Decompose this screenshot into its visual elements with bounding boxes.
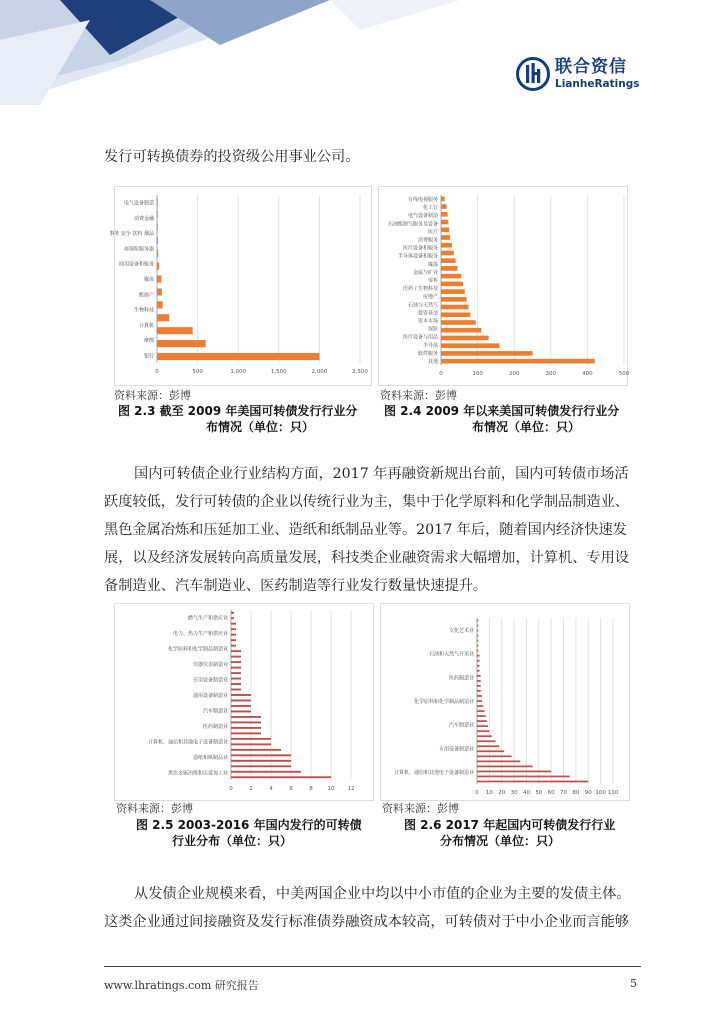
x-tick-label: 1,000 (230, 369, 247, 375)
bar (231, 776, 331, 778)
figure-2-3-source: 资料来源：彭博 (114, 389, 191, 402)
category-label: 专用设备制造业 (438, 746, 474, 753)
x-tick-label: 2,000 (311, 369, 328, 375)
category-label: 消费服务 (417, 237, 438, 244)
figure-2-4-caption-cont: 布情况（单位：只） (472, 420, 581, 434)
bar (231, 689, 241, 691)
x-tick-label: 500 (192, 369, 203, 375)
paragraph-line: 黑色金属冶炼和压延加工业、造纸和纸制品业等。2017 年后，随着国内经济快速发 (104, 522, 627, 538)
bar (231, 639, 236, 641)
bar (477, 766, 533, 768)
x-tick-label: 4 (269, 786, 273, 792)
lianhe-logo-icon (516, 57, 550, 91)
bar-chart-2-4 (379, 187, 629, 387)
figure-2-5-chart (114, 603, 374, 801)
bar (477, 620, 478, 622)
company-logo (516, 56, 639, 92)
bar (441, 282, 463, 287)
bar (477, 675, 481, 677)
bar (477, 740, 496, 742)
x-tick-label: 70 (560, 790, 568, 796)
bar (441, 274, 461, 279)
x-tick-label: 12 (347, 786, 355, 792)
x-tick-label: 90 (584, 790, 592, 796)
bar (441, 343, 500, 348)
category-label: 燃气生产和供应业 (187, 615, 228, 622)
bar (157, 224, 158, 231)
bar (441, 227, 449, 232)
category-label: 电力、热力生产和供应业 (172, 631, 228, 638)
category-label: 银行 (143, 353, 154, 360)
bar (157, 263, 159, 270)
bar (477, 635, 478, 637)
figure-2-4-chart (378, 186, 628, 386)
bar (441, 251, 454, 256)
bar (157, 340, 206, 347)
bar (231, 700, 251, 702)
bar (231, 683, 241, 685)
figure-2-6-caption: 图 2.6 2017 年起国内可转债发行行业 (404, 818, 616, 832)
category-label: 化学原料和化学制品制造业 (167, 646, 228, 653)
bar (441, 243, 452, 248)
bar (477, 735, 492, 737)
category-label: 保险 (427, 326, 438, 333)
category-label: 石油和天然气开采业 (428, 651, 474, 658)
paragraph-line: 国内可转债企业行业结构方面，2017 年再融资新规出台前，国内可转债市场活 (134, 466, 629, 482)
figure-2-3-caption: 图 2.3 截至 2009 年美国可转债发行行业分 (118, 404, 358, 418)
bar-chart-2-5 (115, 604, 375, 802)
category-label: 计算机、通信和其他电子设备制造业 (393, 770, 474, 777)
figure-2-5-caption-cont: 行业分布（单位：只） (172, 834, 293, 848)
bar (477, 750, 504, 752)
bar (441, 197, 445, 202)
bar (477, 705, 483, 707)
bar (231, 749, 281, 751)
bar (231, 612, 234, 614)
category-label: 有线电视服务 (407, 197, 438, 204)
category-label: 商用设备和服务 (118, 261, 154, 268)
bar (441, 204, 446, 209)
bar (231, 738, 271, 740)
bar (157, 288, 162, 295)
bar (231, 656, 241, 658)
bar (477, 665, 479, 667)
bar (477, 776, 570, 778)
bar (157, 237, 158, 244)
bar (157, 314, 169, 321)
category-label: 金属与矿业 (412, 269, 438, 276)
bar (231, 710, 251, 712)
category-label: 计算机 (138, 322, 154, 329)
bar (231, 634, 236, 636)
bar (441, 258, 456, 263)
bar (157, 250, 158, 257)
bar (231, 645, 236, 647)
category-label: 仪器仪表制造业 (192, 662, 228, 669)
x-tick-label: 500 (618, 371, 630, 377)
x-tick-label: 2,500 (352, 369, 368, 375)
bar (441, 359, 595, 364)
x-tick-label: 100 (472, 371, 483, 377)
bar (231, 628, 236, 630)
logo-chinese-name: 联合资信 (555, 56, 627, 77)
category-label: 医疗 (427, 229, 438, 236)
bar (231, 721, 261, 723)
figure-2-3-chart (109, 186, 372, 386)
bar (477, 625, 478, 627)
figure-2-5-caption: 图 2.5 2003-2016 年国内发行的可转债 (136, 818, 362, 832)
bar (477, 660, 479, 662)
category-label: 石油与天然气 (407, 302, 438, 309)
bar (441, 336, 489, 341)
category-label: 半导体 (422, 342, 438, 349)
x-tick-label: 2 (249, 786, 253, 792)
figure-2-6-source: 资料来源：彭博 (382, 802, 459, 815)
category-label: 通用设备制造业 (192, 693, 228, 699)
category-label: 房地产 (422, 294, 438, 301)
bar (441, 312, 470, 317)
bar (157, 275, 161, 282)
x-tick-label: 80 (572, 790, 580, 796)
category-label: 媒体 (427, 261, 438, 268)
category-label: 医药制造业 (202, 723, 228, 730)
bar (231, 667, 241, 669)
bar (441, 320, 476, 325)
x-tick-label: 100 (595, 790, 606, 796)
bar (441, 266, 457, 271)
x-tick-label: 40 (522, 790, 530, 796)
category-label: 化学原料和化学制品制造业 (413, 699, 474, 705)
x-tick-label: 6 (289, 786, 293, 792)
category-label: 资本市场 (417, 318, 438, 325)
bar (477, 640, 478, 642)
bar (157, 327, 193, 334)
category-label: 软件服务 (417, 350, 438, 357)
category-label: 化工行 (422, 205, 438, 212)
x-tick-label: 0 (439, 371, 443, 377)
x-tick-label: 300 (545, 371, 557, 377)
figure-2-4-source: 资料来源：彭博 (380, 389, 457, 402)
bar-chart-2-6 (381, 604, 631, 802)
bar (231, 623, 236, 625)
bar (477, 670, 479, 672)
category-label: 事务 安全 饮料 烟品 (109, 231, 154, 238)
bar (477, 781, 588, 783)
x-tick-label: 10 (485, 790, 493, 796)
bar (477, 755, 512, 757)
category-label: 媒体 (143, 277, 154, 283)
category-label: 半导体设备和服务 (397, 253, 438, 260)
page-number: 5 (630, 977, 637, 990)
paragraph-line: 展，以及经济发展转向高质量发展，科技类企业融资需求大幅增加，计算机、专用设 (104, 550, 629, 566)
bar (231, 672, 241, 674)
header-decoration (0, 0, 724, 110)
x-tick-label: 8 (309, 786, 313, 792)
bar (157, 353, 319, 360)
bar (231, 743, 271, 745)
bar (477, 715, 486, 717)
category-label: 医药 / 生物科技 (403, 286, 438, 293)
bar (231, 771, 301, 773)
paragraph-line: 发行可转换债券的投资级公用事业公司。 (104, 149, 360, 165)
footer-site: www.lhratings.com 研究报告 (104, 979, 259, 992)
bar (441, 220, 448, 225)
category-label: 汽车制造业 (448, 722, 474, 729)
bar (477, 725, 488, 727)
x-tick-label: 0 (155, 369, 159, 375)
bar (477, 655, 479, 657)
bar (157, 198, 158, 205)
bar (477, 745, 499, 747)
x-tick-label: 400 (582, 371, 593, 377)
bar (231, 727, 261, 729)
category-label: 石油能源气服务及设备 (387, 221, 438, 228)
category-label: 黑色金属冶炼和压延加工业 (167, 770, 228, 777)
category-label: 消费金融 (133, 215, 154, 222)
bar (477, 680, 481, 682)
bar (231, 678, 241, 680)
category-label: 再保险服务器 (123, 246, 154, 253)
x-tick-label: 1,500 (270, 369, 287, 375)
paragraph-line: 从发债企业规模来看，中美两国企业中均以中小市值的企业为主要的发债主体。 (134, 886, 631, 902)
x-tick-label: 200 (508, 371, 520, 377)
category-label: 医疗设备与用品 (402, 334, 438, 341)
figure-2-3-caption-cont: 布情况（单位：只） (206, 420, 315, 434)
bar (441, 212, 448, 217)
x-tick-label: 0 (229, 786, 233, 792)
bar-chart-2-3 (109, 187, 373, 387)
figure-2-5-source: 资料来源：彭博 (116, 802, 193, 815)
paragraph-line: 这类企业通过间接融资及发行标准债券融资成本较高，可转债对于中小企业而言能够 (104, 914, 629, 930)
category-label: 专用设备制造业 (192, 677, 228, 684)
category-label: 计算机、通信和其他电子设备制造业 (147, 739, 228, 746)
category-label: 电气设备制造 (123, 200, 154, 207)
category-label: 文化艺术业 (448, 627, 474, 634)
bar (441, 289, 465, 294)
bar (477, 695, 482, 697)
bar (477, 760, 520, 762)
x-tick-label: 110 (607, 790, 619, 796)
category-label: 投资基金 (417, 310, 438, 317)
x-tick-label: 10 (327, 786, 335, 792)
logo-english-name: LianheRatings (555, 77, 640, 90)
category-label: 电气设备制造 (407, 213, 438, 220)
bar (231, 661, 241, 663)
category-label: 医药制造业 (448, 675, 474, 682)
bar (231, 732, 261, 734)
footer-divider (104, 966, 641, 967)
paragraph-line: 备制造业、汽车制造业、医药制造等行业发行数量快速提升。 (104, 578, 488, 594)
bar (477, 630, 478, 632)
category-label: 摩擦 (143, 338, 154, 345)
bar (231, 694, 251, 696)
bar (231, 617, 234, 619)
category-label: 能源产 (138, 292, 154, 299)
bar (477, 710, 484, 712)
bar (477, 771, 551, 773)
bar (231, 650, 241, 652)
category-label: 零售 (427, 278, 438, 284)
bar (441, 297, 467, 302)
category-label: 造纸和纸制品业 (192, 754, 228, 761)
bar (231, 760, 291, 762)
category-label: 医疗设备和服务 (402, 245, 438, 252)
bar (157, 301, 163, 308)
bar (441, 328, 481, 333)
bar (477, 650, 478, 652)
bar (441, 235, 450, 240)
bar (441, 305, 468, 310)
bar (477, 730, 489, 732)
figure-2-4-caption: 图 2.4 2009 年以来美国可转债发行行业分 (384, 404, 620, 418)
bar (231, 716, 261, 718)
x-tick-label: 20 (498, 790, 506, 796)
paragraph-line: 跃度较低，发行可转债的企业以传统行业为主，集中于化学原料和化学制品制造业、 (104, 494, 629, 510)
bar (157, 211, 158, 218)
category-label: 其他 (427, 358, 438, 365)
bar (231, 705, 251, 707)
bar (477, 645, 478, 647)
figure-2-6-chart (380, 603, 630, 801)
figure-2-6-caption-cont: 分布情况（单位：只） (440, 834, 561, 848)
x-tick-label: 0 (475, 790, 479, 796)
bar (477, 700, 482, 702)
bar (231, 754, 291, 756)
bar (231, 765, 291, 767)
x-tick-label: 50 (535, 790, 543, 796)
bar (477, 720, 487, 722)
x-tick-label: 30 (510, 790, 518, 796)
bar (477, 690, 481, 692)
bar (477, 685, 481, 687)
x-tick-label: 60 (547, 790, 555, 796)
category-label: 汽车制造业 (202, 708, 228, 715)
category-label: 生物科技 (133, 307, 154, 314)
bar (441, 351, 533, 356)
